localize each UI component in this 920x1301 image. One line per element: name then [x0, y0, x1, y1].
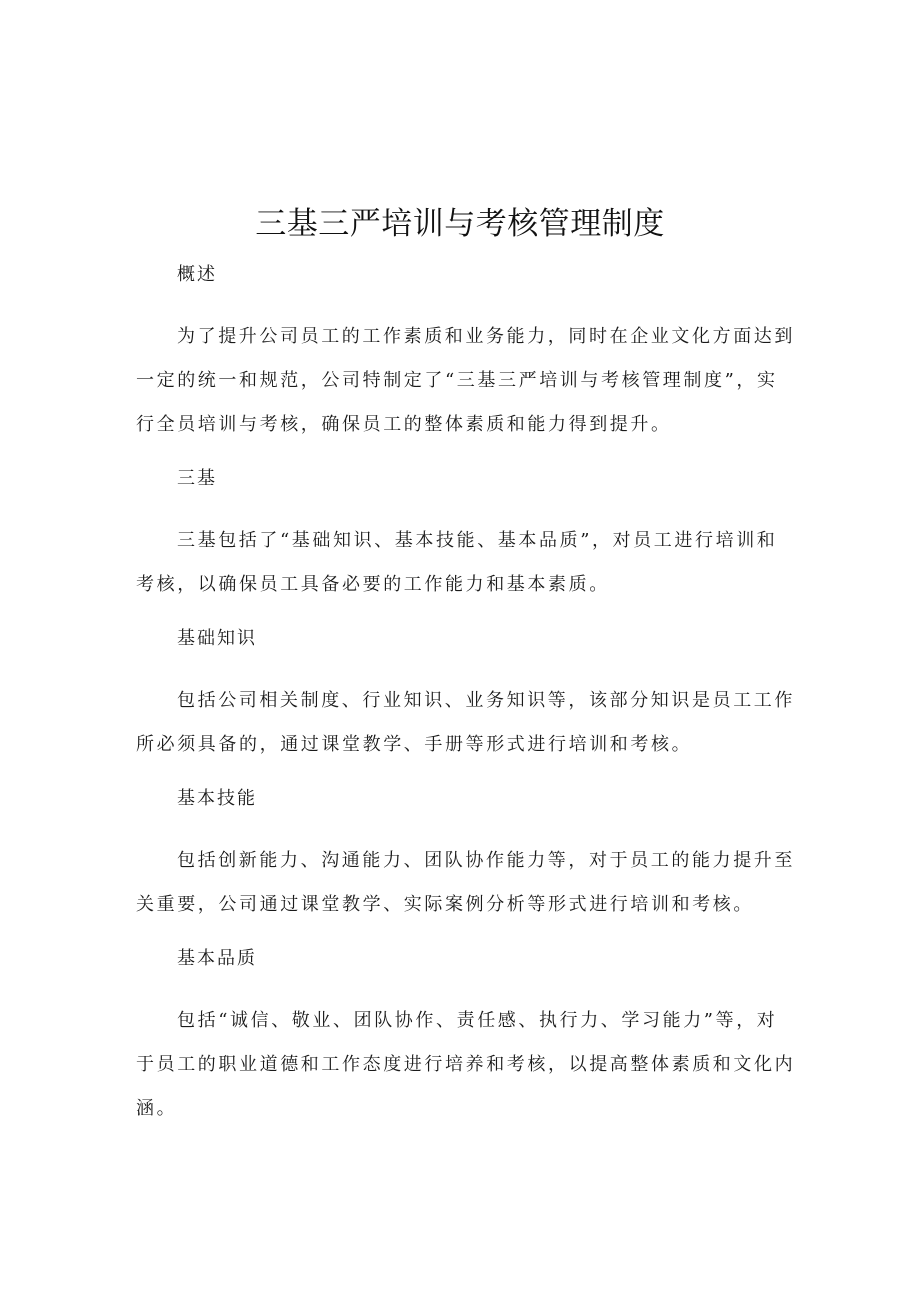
section-overview	[136, 261, 796, 447]
section-basic-qualities	[136, 945, 796, 1131]
section-paragraph: 包括公司相关制度、行业知识、业务知识等，该部分知识是员工工作所必须具备的，通过课堂教学、手册等形式进行培训和考核。	[136, 690, 795, 755]
section-heading: 概述	[177, 264, 217, 285]
section-basic-skills	[136, 785, 796, 927]
section-paragraph: 三基包括了“基础知识、基本技能、基本品质”，对员工进行培训和考核，以确保员工具备必要的工作能力和基本素质。	[136, 530, 778, 595]
section-paragraph: 包括“诚信、敬业、团队协作、责任感、执行力、学习能力”等，对于员工的职业道德和工作态度进行培养和考核，以提高整体素质和文化内涵。	[136, 1010, 796, 1119]
section-basic-knowledge	[136, 625, 796, 767]
document-title: 三基三严培训与考核管理制度	[255, 206, 665, 242]
section-three-basics	[136, 465, 796, 607]
section-heading: 基本技能	[177, 788, 257, 809]
section-paragraph: 包括创新能力、沟通能力、团队协作能力等，对于员工的能力提升至关重要，公司通过课堂教学、实际案例分析等形式进行培训和考核。	[136, 850, 795, 915]
section-paragraph: 为了提升公司员工的工作素质和业务能力，同时在企业文化方面达到一定的统一和规范，公司特制定了“三基三严培训与考核管理制度”，实行全员培训与考核，确保员工的整体素质和能力得到提升。	[136, 326, 795, 435]
section-heading: 基础知识	[177, 628, 257, 649]
document-body	[136, 261, 796, 1131]
section-heading: 三基	[177, 468, 217, 489]
section-heading: 基本品质	[177, 948, 257, 969]
